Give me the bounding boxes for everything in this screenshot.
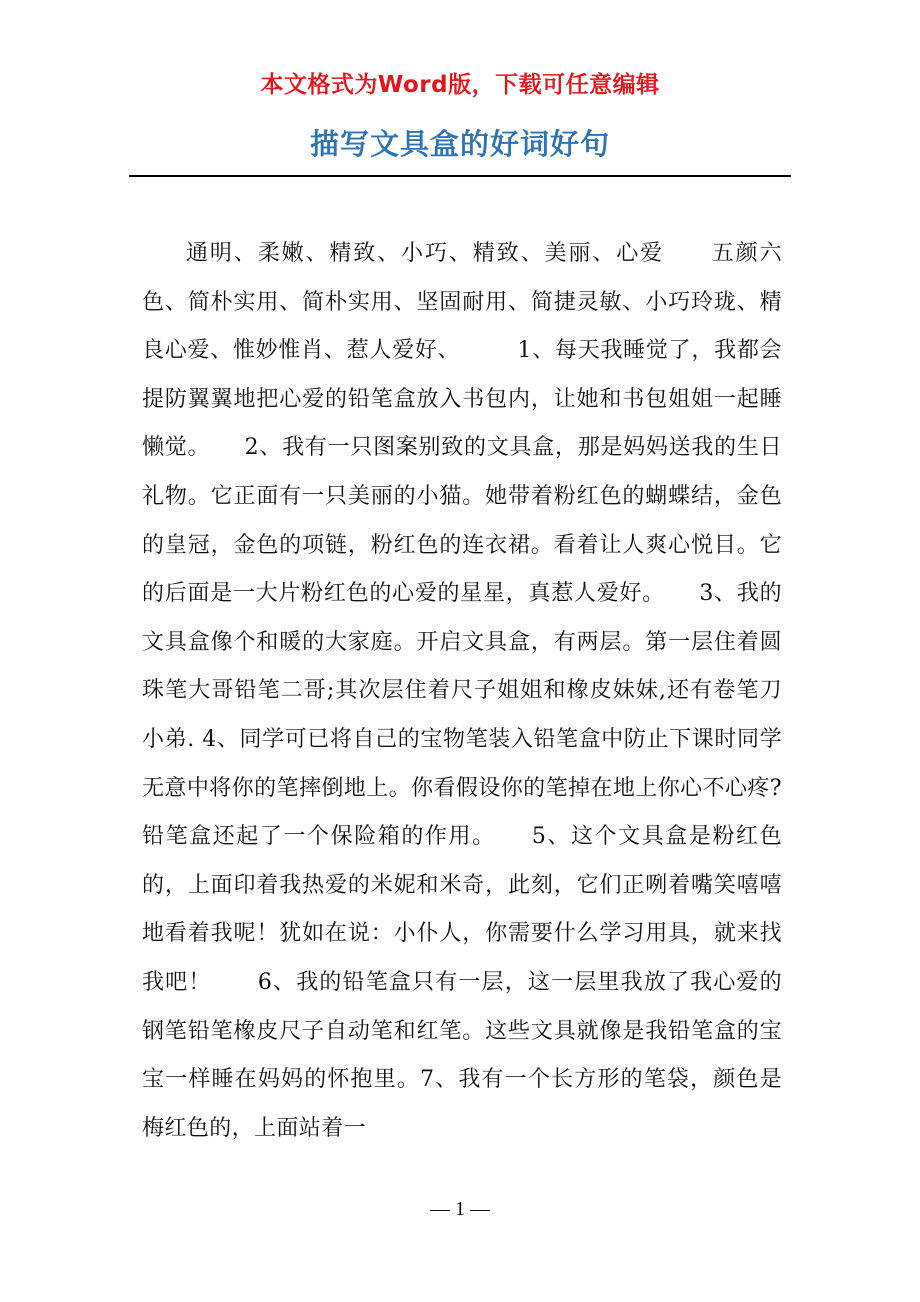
body-paragraph: 通明、柔嫩、精致、小巧、精致、美丽、心爱 五颜六色、简朴实用、简朴实用、坚固耐用、简捷灵敏、小巧玲珑、精良心爱、惟妙惟肖、惹人爱好、 1、每天我睡觉了，我都会提防翼翼地把心爱的铅笔盒放入书包内，让她和书包姐姐一起睡懒觉。 2、我有一只图案别致的文具盒，那是妈妈送我的生日礼物。它正面有一只美丽的小猫。她带着粉红色的蝴蝶结，金色的皇冠，金色的项链，粉红色的连衣裙。看着让人爽心悦目。它的后面是一大片粉红色的心爱的星星，真惹人爱好。 3、我的文具盒像个和暖的大家庭。开启文具盒，有两层。第一层住着圆珠笔大哥铅笔二哥;其次层住着尺子姐姐和橡皮妹妹,还有卷笔刀小弟. 4、同学可已将自己的宝物笔装入铅笔盒中防止下课时同学无意中将你的笔摔倒地上。你看假设你的笔掉在地上你心不心疼? 铅笔盒还起了一个保险箱的作用。 5、这个文具盒是粉红色的，上面印着我热爱的米妮和米奇，此刻，它们正咧着嘴笑嘻嘻地看着我呢！犹如在说：小仆人，你需要什么学习用具，就来找我吧！ 6、我的铅笔盒只有一层，这一层里我放了我心爱的钢笔铅笔橡皮尺子自动笔和红笔。这些文具就像是我铅笔盒的宝宝一样睡在妈妈的怀抱里。7、我有一个长方形的笔袋，颜色是梅红色的，上面站着一 bbox=[142, 241, 790, 1141]
page-title: 描写文具盒的好词好句 bbox=[309, 127, 610, 161]
title-divider bbox=[129, 175, 791, 177]
page-number: — 1 — bbox=[430, 1198, 490, 1220]
format-notice: 本文格式为Word版，下载可任意编辑 bbox=[260, 72, 660, 98]
